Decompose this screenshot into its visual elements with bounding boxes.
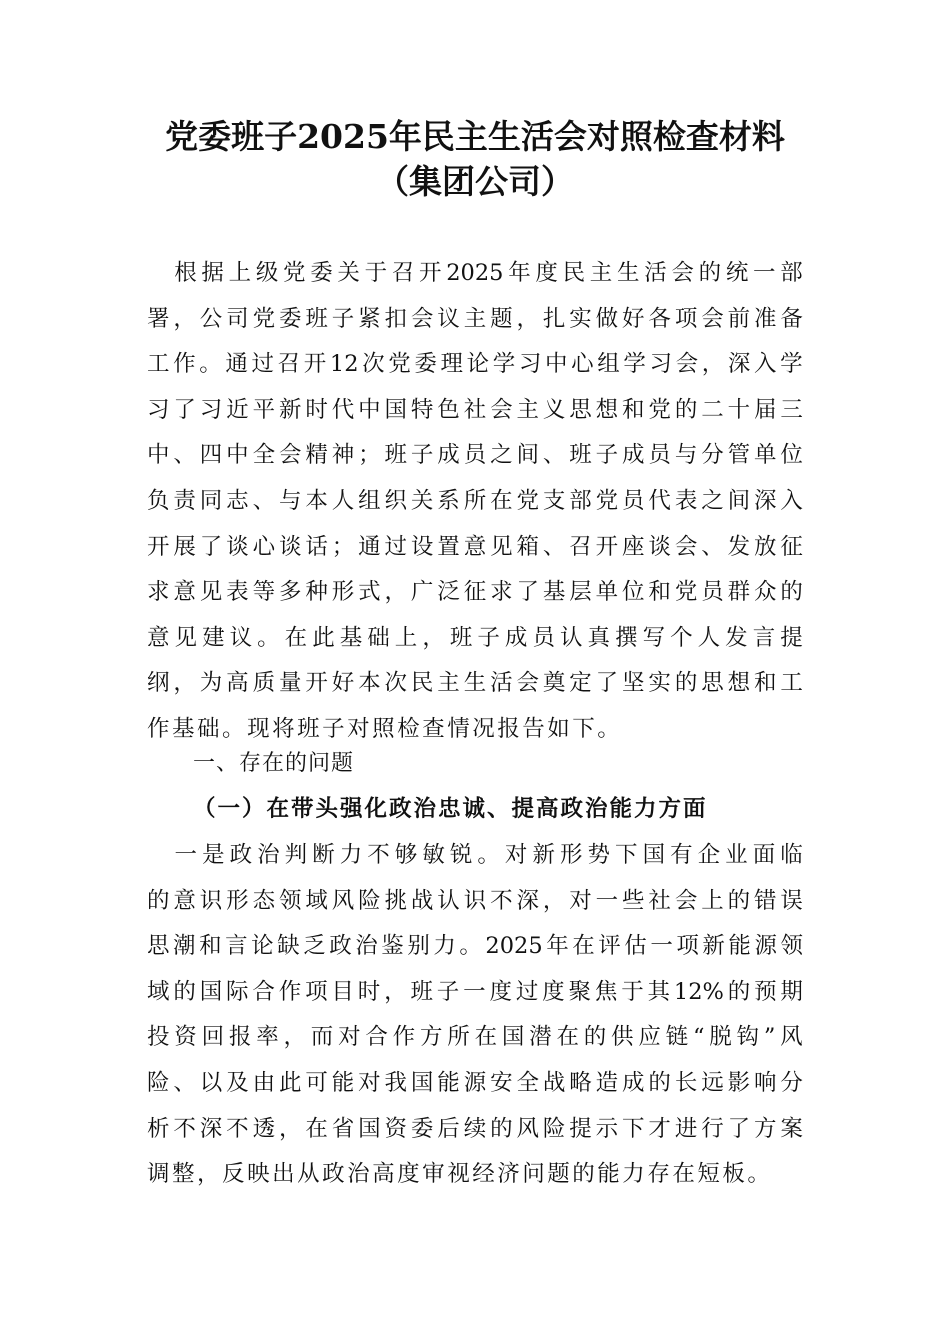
body-line: 的 意 识 形 态 领 域 风 险 挑 战 认 识 不 深 ， 对 一 些 社 会 上 的 错 误 [147,887,803,914]
body-line: 投 资 回 报 率 ， 而 对 合 作 方 所 在 国 潜 在 的 供 应 链 “ 脱 钩 ” 风 [147,1024,803,1051]
intro-line: 中 、 四 中 全 会 精 神 ； 班 子 成 员 之 间 、 班 子 成 员 与 分 管 单 位 [147,442,803,469]
body-line: 调 整 ， 反 映 出 从 政 治 高 度 审 视 经 济 问 题 的 能 力 存 在 短 板 。 [147,1161,773,1188]
intro-line: 根 据 上 级 党 委 关 于 召 开 2025 年 度 民 主 生 活 会 的 统 一 部 [174,260,803,286]
intro-line: 负 责 同 志 、 与 本 人 组 织 关 系 所 在 党 支 部 党 员 代 表 之 间 深 入 [147,488,803,514]
subsection-heading: （一）在带头强化政治忠诚、提高政治能力方面 [193,796,708,822]
body-line: 思 潮 和 言 论 缺 乏 政 治 鉴 别 力 。 2025 年 在 评 估 一 项 新 能 源 领 [147,933,803,960]
section-heading: 一、存在的问题 [193,751,355,776]
intro-line: 意 见 建 议 。 在 此 基 础 上 ， 班 子 成 员 认 真 撰 写 个 人 发 言 提 [147,624,803,651]
document-subtitle: （集团公司） [376,162,574,201]
intro-line: 署 ， 公 司 党 委 班 子 紧 扣 会 议 主 题 ， 扎 实 做 好 各 项 会 前 准 备 [147,305,803,332]
intro-line: 作 基 础 。 现 将 班 子 对 照 检 查 情 况 报 告 如 下 。 [147,716,623,742]
intro-line: 开 展 了 谈 心 谈 话 ； 通 过 设 置 意 见 箱 、 召 开 座 谈 会 、 发 放 征 [147,533,803,560]
body-line: 析 不 深 不 透 ， 在 省 国 资 委 后 续 的 风 险 提 示 下 才 进 行 了 方 案 [147,1115,803,1142]
intro-line: 工 作 。 通 过 召 开 12 次 党 委 理 论 学 习 中 心 组 学 习 会 ， 深 入 学 [147,351,803,378]
body-line: 险 、 以 及 由 此 可 能 对 我 国 能 源 安 全 战 略 造 成 的 长 远 影 响 分 [147,1070,803,1096]
body-line: 域 的 国 际 合 作 项 目 时 ， 班 子 一 度 过 度 聚 焦 于 其 12% 的 预 期 [147,978,803,1005]
intro-line: 纲 ， 为 高 质 量 开 好 本 次 民 主 生 活 会 奠 定 了 坚 实 的 思 想 和 工 [147,670,803,697]
intro-line: 习 了 习 近 平 新 时 代 中 国 特 色 社 会 主 义 思 想 和 党 的 二 十 届 三 [147,396,803,423]
intro-line: 求 意 见 表 等 多 种 形 式 ， 广 泛 征 求 了 基 层 单 位 和 党 员 群 众 的 [147,579,803,606]
body-line: 一 是 政 治 判 断 力 不 够 敏 锐 。 对 新 形 势 下 国 有 企 业 面 临 [174,842,803,868]
document-title: 党委班子2025年民主生活会对照检查材料 [165,117,785,156]
